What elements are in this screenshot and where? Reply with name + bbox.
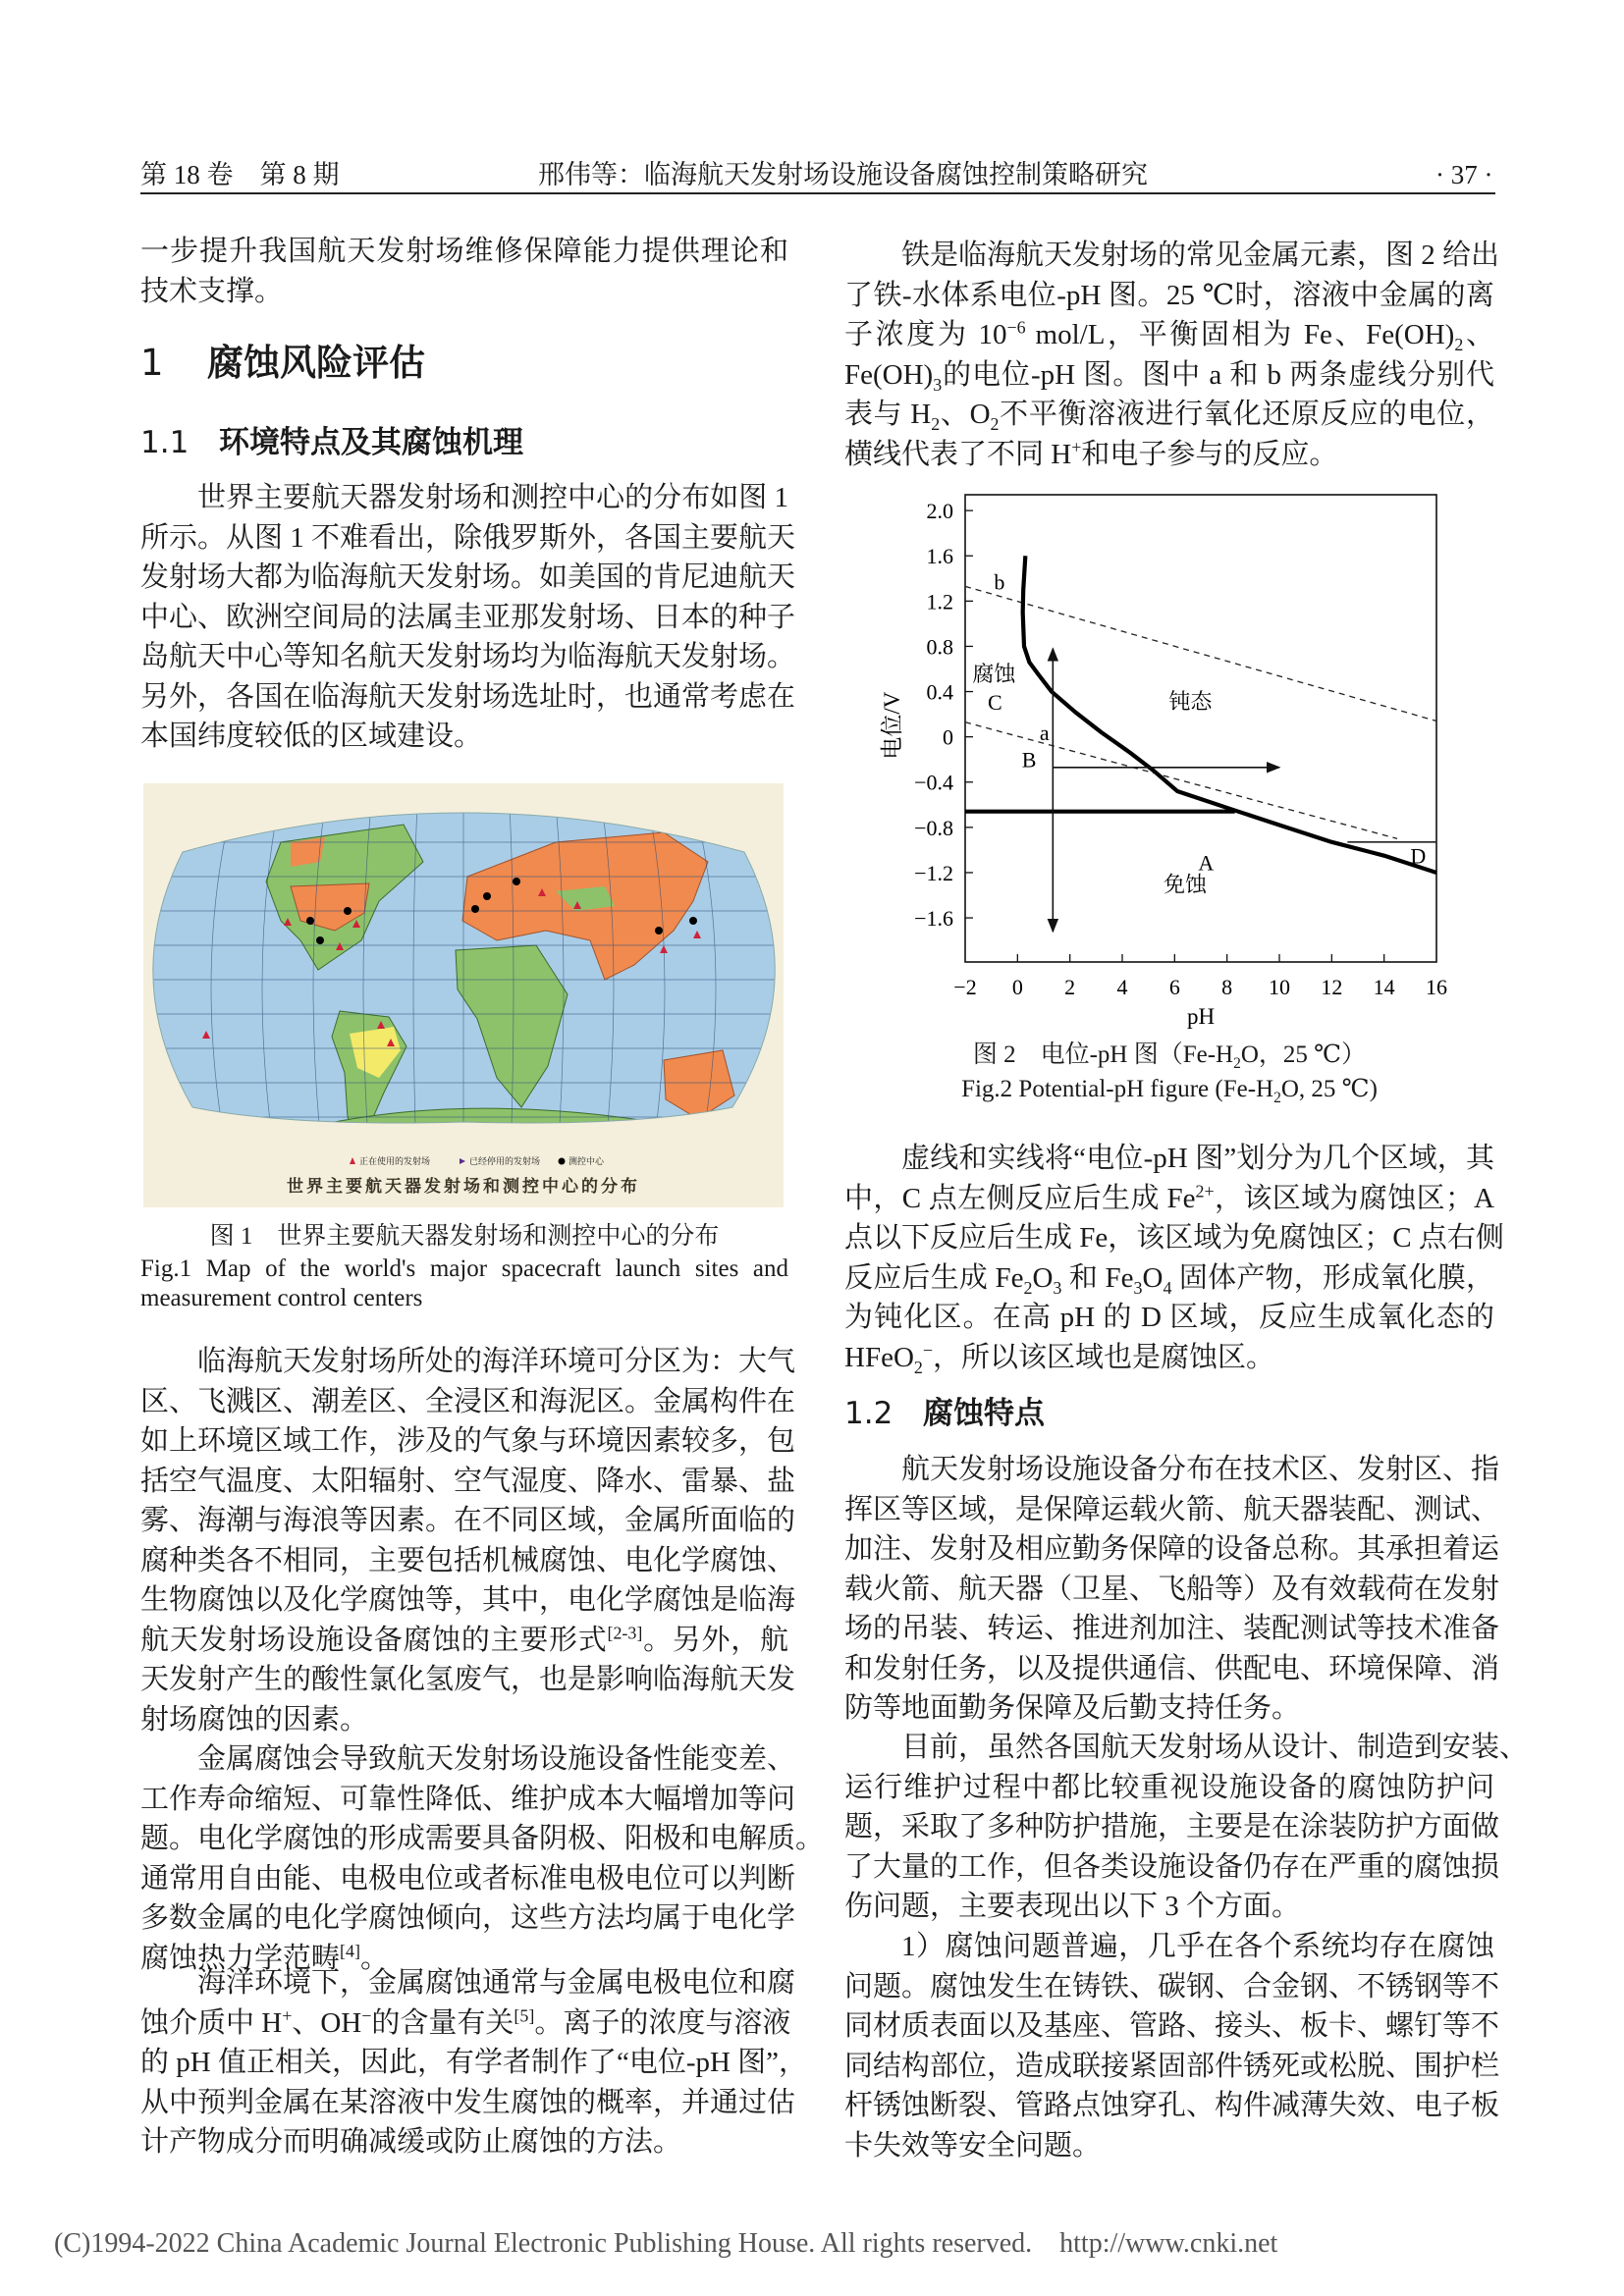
- legend-active-sites: 正在使用的发射场: [359, 1156, 431, 1166]
- text-line: 防等地面勤务保障及后勤支持任务。: [844, 1692, 1301, 1724]
- text-line: 本国纬度较低的区域建设。: [140, 721, 483, 752]
- text-line: 射场腐蚀的因素。: [140, 1703, 369, 1735]
- x-axis-label: pH: [1186, 1004, 1216, 1029]
- text-run: 子浓度为 10: [844, 319, 1007, 350]
- figure-1-caption-en: [140, 1255, 788, 1313]
- text-line: 铁是临海航天发射场的常见金属元素，图 2 给出: [901, 240, 1500, 271]
- text-run: mol/L，平衡固相为 Fe、Fe(OH): [1025, 319, 1455, 350]
- subscript: 2: [913, 1357, 923, 1377]
- subscript: 3: [1133, 1277, 1143, 1298]
- x-tick-label: 16: [1426, 975, 1447, 999]
- superscript: 2+: [1195, 1180, 1215, 1201]
- text-line: 1）腐蚀问题普遍，几乎在各个系统均存在腐蚀: [901, 1931, 1494, 1962]
- text-run: 固体产物，形成氧化膜，: [1171, 1261, 1494, 1294]
- text-line: 金属腐蚀会导致航天发射场设施设备性能变差、: [197, 1743, 796, 1775]
- copyright-text: (C)1994-2022 China Academic Journal Electronic Publishing House. All rights reserved.: [54, 2228, 1033, 2259]
- world-map-figure: [143, 783, 784, 1207]
- text-line: [140, 2003, 791, 2044]
- text-line: [844, 1179, 1494, 1219]
- paragraph: [140, 1963, 808, 2163]
- x-tick-label: 0: [1011, 975, 1023, 999]
- paragraph: [844, 1139, 1504, 1377]
- subscript: 2: [931, 413, 941, 434]
- section-heading-1-2: [844, 1394, 1494, 1433]
- paragraph: [844, 1450, 1500, 1729]
- region-label: 腐蚀: [972, 662, 1016, 687]
- text-run: 中，C 点左侧反应后生成 Fe: [844, 1182, 1196, 1214]
- control-center-legend-icon: [559, 1158, 566, 1165]
- text-line: 航天发射场设施设备分布在技术区、发射区、指: [901, 1454, 1500, 1485]
- text-run: HFeO: [844, 1341, 914, 1373]
- subscript: 2: [990, 413, 1000, 434]
- figure-2-caption-cn: [844, 1041, 1494, 1070]
- subscript: 2: [1023, 1277, 1033, 1298]
- x-tick-label: 4: [1116, 975, 1128, 999]
- text-line: 为钝化区。在高 pH 的 D 区域，反应生成氧化态的: [844, 1302, 1494, 1333]
- text-line: 载火箭、航天器（卫星、飞船等）及有效载荷在发射: [844, 1573, 1500, 1605]
- page-number: · 37 ·: [1435, 160, 1493, 189]
- y-tick-label: −1.6: [914, 906, 953, 932]
- region-label: D: [1410, 843, 1427, 869]
- y-tick-label: −0.8: [914, 815, 953, 840]
- text-line: 挥区等区域，是保障运载火箭、航天器装配、测试、: [844, 1493, 1500, 1525]
- x-tick-label: 10: [1269, 975, 1290, 999]
- section-title: 腐蚀风险评估: [207, 342, 425, 384]
- text-line: 场的吊装、转运、推进剂加注、装配测试等技术准备: [844, 1613, 1500, 1644]
- text-line: 发射场大都为临海航天发射场。如美国的肯尼迪航天: [140, 561, 796, 593]
- y-tick-label: 1.6: [926, 544, 953, 569]
- chart-svg: [835, 471, 1522, 1041]
- superscript: −: [922, 1339, 934, 1360]
- caption-line: measurement control centers: [140, 1285, 423, 1311]
- text-run: 图 2 电位-pH 图（Fe-H: [972, 1041, 1234, 1068]
- text-line: 生物腐蚀以及化学腐蚀等，其中，电化学腐蚀是临海: [140, 1584, 796, 1616]
- section-number: 1: [140, 342, 164, 384]
- y-tick-label: 0.8: [926, 634, 953, 660]
- text-line: 如上环境区域工作，涉及的气象与环境因素较多，包: [140, 1425, 796, 1457]
- text-run: 和 Fe: [1061, 1261, 1134, 1294]
- paragraph: [140, 1739, 825, 1978]
- text-run: O: [1032, 1261, 1054, 1294]
- x-tick-label: 12: [1321, 975, 1343, 999]
- x-tick-label: 2: [1064, 975, 1076, 999]
- text-line: 问题。腐蚀发生在铸铁、碳钢、合金钢、不锈钢等不: [844, 1970, 1500, 2002]
- paragraph: [140, 232, 788, 311]
- text-run: 。离子的浓度与溶液: [534, 2006, 791, 2039]
- text-line: 同结构部位，造成联接紧固部件锈死或松脱、围护栏: [844, 2050, 1500, 2082]
- text-line: [844, 1075, 1494, 1104]
- text-line: 同材质表面以及基座、管路、接头、板卡、螺钉等不: [844, 2010, 1500, 2042]
- superscript: [4]: [340, 1940, 360, 1960]
- section-number: 1.2: [844, 1396, 893, 1431]
- text-line: 多数金属的电化学腐蚀倾向，这些方法均属于电化学: [140, 1902, 796, 1934]
- region-label: a: [1039, 721, 1050, 746]
- text-run: 航天发射场设施设备腐蚀的主要形式: [140, 1624, 608, 1656]
- text-run: O, 25 ℃): [1280, 1076, 1378, 1102]
- region-label: 免蚀: [1163, 872, 1208, 897]
- y-tick-label: 0: [943, 724, 953, 750]
- paragraph: [140, 478, 796, 757]
- header-rule: [140, 192, 1495, 194]
- text-line: 腐种类各不相同，主要包括机械腐蚀、电化学腐蚀、: [140, 1544, 796, 1576]
- text-line: 所示。从图 1 不难看出，除俄罗斯外，各国主要航天: [140, 521, 796, 554]
- text-line: 伤问题，主要表现出以下 3 个方面。: [844, 1891, 1301, 1922]
- region-label: 钝态: [1168, 688, 1213, 714]
- x-tick-label: 14: [1373, 975, 1395, 999]
- text-line: 天发射产生的酸性氯化氢废气，也是影响临海航天发: [140, 1664, 796, 1695]
- y-tick-label: 0.4: [926, 679, 953, 705]
- caption-line: Fig.1 Map of the world's major spacecraft launch sites and: [140, 1255, 788, 1282]
- text-line: 点以下反应后生成 Fe，该区域为免腐蚀区；C 点右侧: [844, 1222, 1504, 1254]
- text-line: 题，采取了多种防护措施，主要是在涂装防护方面做: [844, 1811, 1500, 1842]
- text-run: Fig.2 Potential-pH figure (Fe-H: [961, 1076, 1274, 1102]
- region-label: C: [988, 689, 1002, 715]
- text-line: 题。电化学腐蚀的形成需要具备阴极、阳极和电解质。: [140, 1823, 825, 1854]
- potential-ph-chart: [835, 471, 1522, 1041]
- text-line: [844, 435, 1494, 475]
- text-run: 。: [359, 1942, 389, 1974]
- region-label: A: [1198, 850, 1215, 876]
- subscript: 3: [1053, 1277, 1062, 1298]
- subscript: 3: [933, 374, 943, 395]
- subscript: 2: [1273, 1090, 1281, 1106]
- text-run: 、O: [940, 399, 991, 430]
- text-run: O: [1142, 1261, 1164, 1294]
- text-run: ，该区域为腐蚀区；A: [1214, 1182, 1494, 1214]
- text-line: 海洋环境下，金属腐蚀通常与金属电极电位和腐: [197, 1967, 796, 1999]
- x-tick-label: 6: [1168, 975, 1180, 999]
- text-line: [844, 1041, 1494, 1070]
- subscript: 2: [1233, 1055, 1241, 1072]
- section-title: 环境特点及其腐蚀机理: [219, 425, 523, 460]
- text-line: 的 pH 值正相关，因此，有学者制作了“电位-pH 图”，: [140, 2047, 808, 2078]
- text-line: 杆锈蚀断裂、管路点蚀穿孔、构件减薄失效、电子板: [844, 2090, 1500, 2121]
- map-title: 世界主要航天器发射场和测控中心的分布: [287, 1177, 640, 1196]
- text-run: 反应后生成 Fe: [844, 1261, 1024, 1294]
- text-line: 岛航天中心等知名航天发射场均为临海航天发射场。: [140, 641, 796, 672]
- text-line: 目前，虽然各国航天发射场从设计、制造到安装、: [901, 1732, 1529, 1763]
- text-run: 的含量有关: [371, 2006, 514, 2039]
- section-title: 腐蚀特点: [923, 1396, 1045, 1431]
- text-run: 。另外，航: [642, 1624, 788, 1656]
- superscript: −: [361, 2004, 372, 2025]
- legend-retired-sites: 已经停用的发射场: [469, 1156, 541, 1166]
- text-run: 腐蚀热力学范畴: [140, 1942, 341, 1974]
- journal-issue: 第 18 卷 第 8 期: [140, 160, 340, 189]
- text-run: ，所以该区域也是腐蚀区。: [933, 1341, 1275, 1373]
- text-line: 加注、发射及相应勤务保障的设备总称。其承担着运: [844, 1533, 1500, 1565]
- region-label: B: [1021, 747, 1037, 773]
- text-line: 区、飞溅区、潮差区、全浸区和海泥区。金属构件在: [140, 1385, 796, 1417]
- text-line: 卡失效等安全问题。: [844, 2129, 1102, 2162]
- section-heading-1-1: [140, 423, 788, 462]
- superscript: +: [282, 2004, 293, 2025]
- y-tick-label: −1.2: [914, 860, 953, 885]
- subscript: 4: [1163, 1277, 1172, 1298]
- text-line: [844, 355, 1494, 396]
- text-run: Fe(OH): [844, 358, 934, 391]
- text-line: [844, 1338, 1494, 1378]
- text-line: 括空气温度、太阳辐射、空气湿度、降水、雷暴、盐: [140, 1465, 796, 1497]
- text-line: 中心、欧洲空间局的法属圭亚那发射场、日本的种子: [140, 601, 796, 633]
- text-run: 、OH: [292, 2006, 362, 2039]
- superscript: +: [1071, 436, 1082, 456]
- text-line: [844, 315, 1494, 355]
- subscript: 2: [1454, 334, 1464, 354]
- text-line: [844, 1258, 1494, 1299]
- text-line: 另外，各国在临海航天发射场选址时，也通常考虑在: [140, 680, 796, 713]
- text-line: 运行维护过程中都比较重视设施设备的腐蚀防护问: [844, 1771, 1494, 1803]
- cnki-link[interactable]: http://www.cnki.net: [1059, 2228, 1278, 2259]
- text-line: 工作寿命缩短、可靠性降低、维护成本大幅增加等问: [140, 1783, 796, 1815]
- superscript: [2-3]: [607, 1622, 643, 1642]
- text-line: [140, 1621, 788, 1661]
- text-run: 表与 H: [844, 399, 932, 430]
- section-number: 1.1: [140, 425, 189, 460]
- text-line: 从中预判金属在某溶液中发生腐蚀的概率，并通过估: [140, 2086, 796, 2118]
- series-line-a-H2: [965, 722, 1397, 839]
- text-line: 雾、海潮与海浪等因素。在不同区域，金属所面临的: [140, 1505, 796, 1536]
- superscript: −6: [1006, 317, 1026, 338]
- text-run: 的电位-pH 图。图中 a 和 b 两条虚线分别代: [942, 358, 1494, 391]
- text-run: 蚀介质中 H: [140, 2006, 283, 2039]
- legend-control-centers: 测控中心: [568, 1156, 605, 1166]
- text-line: 技术支撑。: [140, 275, 284, 307]
- text-run: 、: [1463, 319, 1494, 350]
- superscript: [5]: [514, 2004, 535, 2025]
- y-axis-label: 电位/V: [880, 691, 904, 760]
- series-passivation-boundary: [1023, 556, 1436, 873]
- region-label: b: [994, 569, 1005, 595]
- x-tick-label: −2: [953, 975, 977, 999]
- text-line: 虚线和实线将“电位-pH 图”划分为几个区域，其: [901, 1143, 1494, 1174]
- text-line: [844, 395, 1494, 435]
- figure-1-caption-cn: [140, 1222, 788, 1252]
- text-run: O，25 ℃）: [1240, 1041, 1367, 1068]
- text-line: 通常用自由能、电极电位或者标准电极电位可以判断: [140, 1862, 796, 1895]
- text-line: 计产物成分而明确减缓或防止腐蚀的方法。: [140, 2126, 682, 2158]
- text-line: 了铁-水体系电位-pH 图。25 ℃时，溶液中金属的离: [844, 279, 1494, 311]
- copyright-footer: [54, 2228, 1305, 2260]
- figure-2-caption-en: [844, 1075, 1494, 1104]
- section-heading-1: [140, 341, 788, 386]
- y-tick-label: 2.0: [926, 499, 953, 524]
- text-run: 和电子参与的反应。: [1081, 438, 1338, 470]
- text-line: 和发射任务，以及提供通信、供配电、环境保障、消: [844, 1652, 1500, 1684]
- text-line: 了大量的工作，但各类设施设备仍存在严重的腐蚀损: [844, 1850, 1500, 1883]
- world-map-image: [143, 783, 784, 1207]
- y-tick-label: −0.4: [914, 770, 953, 795]
- text-run: 横线代表了不同 H: [844, 438, 1072, 470]
- y-tick-label: 1.2: [926, 589, 953, 614]
- caption-text: 图 1 世界主要航天器发射场和测控中心的分布: [209, 1223, 720, 1250]
- text-line: 一步提升我国航天发射场维修保障能力提供理论和: [140, 236, 788, 267]
- paragraph: [844, 1728, 1529, 1927]
- running-title: 邢伟等：临海航天发射场设施设备腐蚀控制策略研究: [538, 160, 1148, 189]
- x-tick-label: 8: [1221, 975, 1233, 999]
- paragraph: [140, 1342, 796, 1739]
- paragraph: [844, 1927, 1500, 2165]
- text-line: 临海航天发射场所处的海洋环境可分区为：大气: [197, 1346, 796, 1377]
- paragraph: [844, 236, 1500, 474]
- text-run: 不平衡溶液进行氧化还原反应的电位，: [999, 399, 1494, 430]
- text-line: 世界主要航天器发射场和测控中心的分布如图 1: [197, 482, 788, 513]
